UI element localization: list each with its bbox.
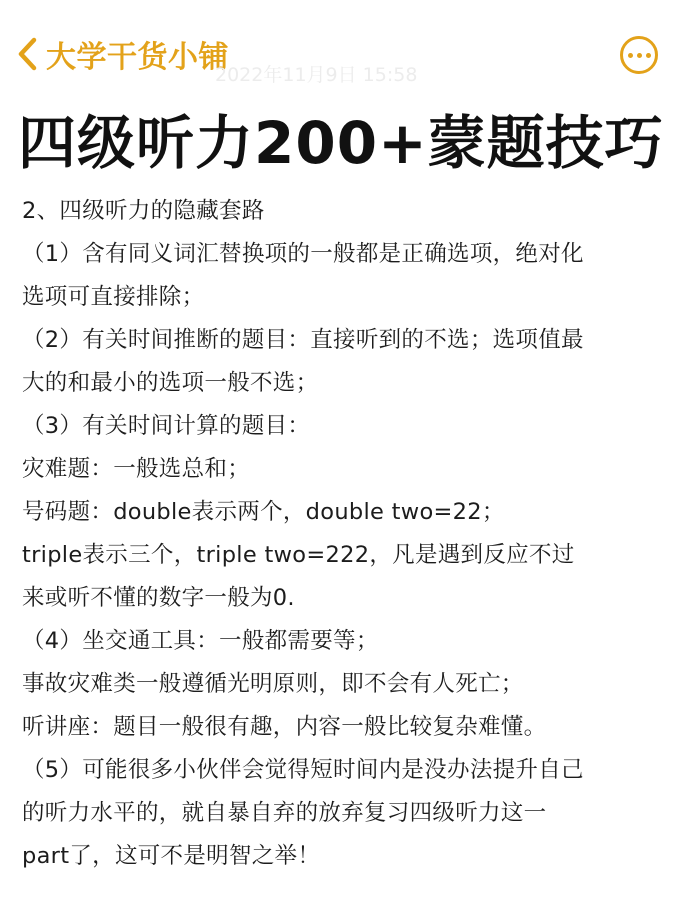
note-line: （1）含有同义词汇替换项的一般都是正确选项，绝对化 <box>22 241 584 267</box>
note-line: 号码题：double表示两个，double two=22； <box>22 499 505 525</box>
note-line: （3）有关时间计算的题目： <box>22 413 311 439</box>
note-title: 四级听力200+蒙题技巧 <box>18 109 664 177</box>
note-line: triple表示三个，triple two=222，凡是遇到反应不过 <box>22 542 575 568</box>
note-header <box>0 22 690 86</box>
more-horizontal-icon <box>628 53 633 58</box>
note-body[interactable] <box>22 190 672 878</box>
back-button[interactable] <box>14 28 229 80</box>
note-line: 2、四级听力的隐藏套路 <box>22 198 265 224</box>
note-line: part了，这可不是明智之举！ <box>22 843 321 869</box>
note-line: 的听力水平的，就自暴自弃的放弃复习四级听力这一 <box>22 800 547 826</box>
note-line: 来或听不懂的数字一般为0. <box>22 585 295 611</box>
note-line: 听讲座：题目一般很有趣，内容一般比较复杂难懂。 <box>22 714 547 740</box>
more-horizontal-icon-dot <box>637 53 642 58</box>
more-horizontal-icon-dot <box>646 53 651 58</box>
note-timestamp: 2022年11月9日 15:58 <box>215 64 418 86</box>
note-line: 灾难题：一般选总和； <box>22 456 251 482</box>
chevron-left-icon <box>14 36 42 72</box>
note-line: （2）有关时间推断的题目：直接听到的不选；选项值最 <box>22 327 584 353</box>
note-line: 事故灾难类一般遵循光明原则，即不会有人死亡； <box>22 671 524 697</box>
more-button[interactable] <box>620 36 658 74</box>
note-line: 大的和最小的选项一般不选； <box>22 370 319 396</box>
note-line: 选项可直接排除； <box>22 284 205 310</box>
note-line: （4）坐交通工具：一般都需要等； <box>22 628 379 654</box>
note-line: （5）可能很多小伙伴会觉得短时间内是没办法提升自己 <box>22 757 584 783</box>
folder-name: 大学干货小铺 <box>46 40 229 75</box>
